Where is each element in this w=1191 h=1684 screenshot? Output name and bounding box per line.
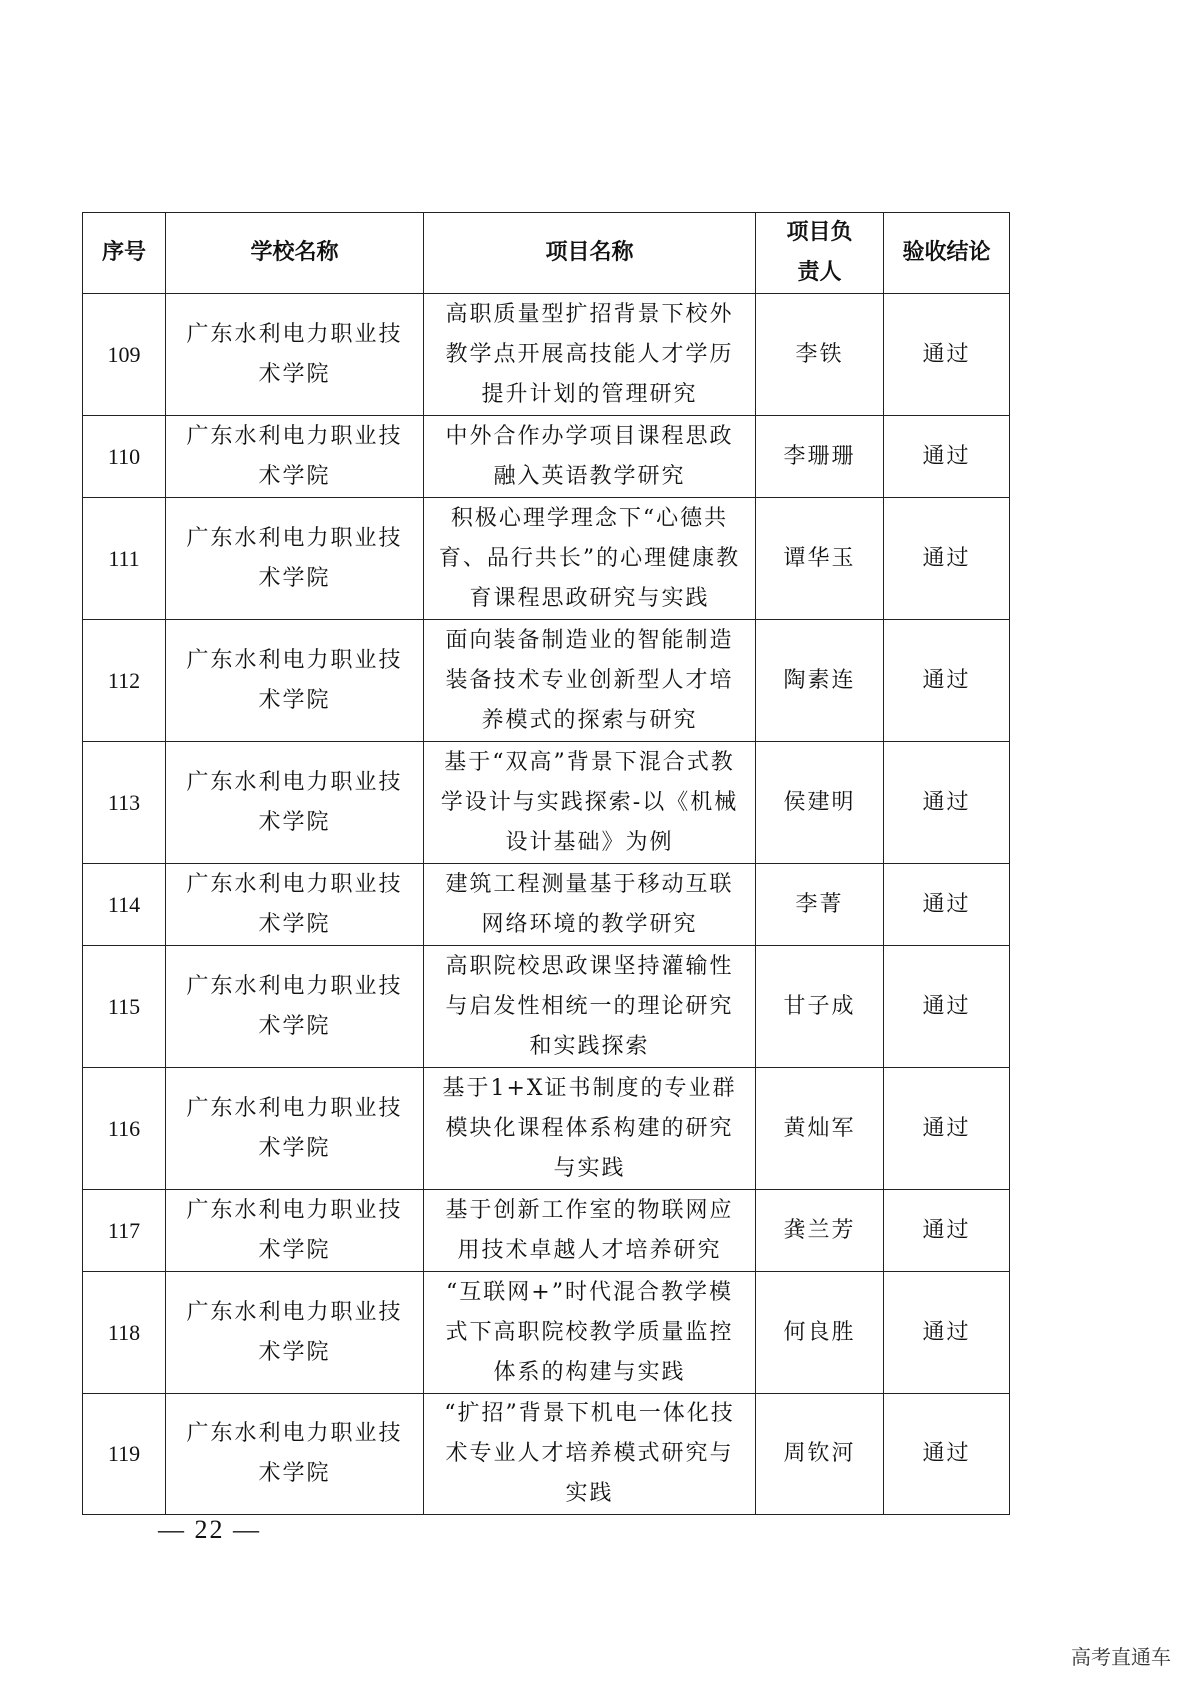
- cell-school: [166, 1394, 424, 1515]
- cell-result: [884, 946, 1010, 1068]
- cell-project-text: 基于“双高”背景下混合式教学设计与实践探索-以《机械设计基础》为例: [440, 749, 739, 855]
- cell-project-text: “扩招”背景下机电一体化技术专业人才培养模式研究与实践: [444, 1401, 735, 1506]
- cell-leader-text: 李珊珊: [783, 443, 856, 469]
- cell-school-text: 广东水利电力职业技术学院: [186, 973, 403, 1039]
- cell-result: [884, 1394, 1010, 1515]
- cell-result: [884, 498, 1010, 620]
- cell-result-text: 通过: [922, 1441, 971, 1466]
- table-row: [83, 946, 1010, 1068]
- cell-result-text: 通过: [922, 545, 971, 571]
- cell-leader: [756, 1272, 884, 1394]
- cell-school-text: 广东水利电力职业技术学院: [186, 647, 403, 713]
- cell-project-text: 基于1+X证书制度的专业群模块化课程体系构建的研究与实践: [442, 1075, 737, 1181]
- cell-no: [83, 864, 166, 946]
- cell-result-text: 通过: [922, 443, 971, 469]
- cell-school: [166, 620, 424, 742]
- cell-result: [884, 864, 1010, 946]
- cell-project: [424, 864, 756, 946]
- cell-no-text: 109: [107, 341, 141, 367]
- cell-result: [884, 416, 1010, 498]
- cell-leader: [756, 1190, 884, 1272]
- cell-school: [166, 1272, 424, 1394]
- cell-leader-text: 甘子成: [783, 993, 856, 1019]
- cell-school-text: 广东水利电力职业技术学院: [186, 769, 403, 835]
- header-no: 序号: [83, 213, 166, 294]
- results-table-container: [82, 212, 1009, 1515]
- cell-project-text: 高职质量型扩招背景下校外教学点开展高技能人才学历提升计划的管理研究: [445, 301, 734, 407]
- cell-no: [83, 1394, 166, 1515]
- cell-project: [424, 1068, 756, 1190]
- cell-no: [83, 294, 166, 416]
- cell-no: [83, 946, 166, 1068]
- cell-project-text: 高职院校思政课坚持灌输性与启发性相统一的理论研究和实践探索: [445, 953, 734, 1059]
- cell-leader: [756, 294, 884, 416]
- cell-result: [884, 742, 1010, 864]
- cell-leader: [756, 498, 884, 620]
- watermark-text: 高考直通车: [1071, 1645, 1171, 1669]
- cell-no-text: 119: [107, 1441, 141, 1466]
- cell-school: [166, 864, 424, 946]
- cell-leader-text: 李铁: [795, 341, 844, 367]
- table-row: [83, 416, 1010, 498]
- cell-result-text: 通过: [922, 789, 971, 815]
- cell-no-text: 111: [108, 545, 140, 571]
- table-row: [83, 1394, 1010, 1515]
- cell-leader-text: 黄灿军: [783, 1115, 856, 1141]
- cell-project-text: “互联网+”时代混合教学模式下高职院校教学质量监控体系的构建与实践: [445, 1279, 734, 1385]
- cell-no-text: 112: [107, 667, 141, 693]
- cell-school-text: 广东水利电力职业技术学院: [186, 321, 403, 387]
- cell-leader: [756, 1394, 884, 1515]
- cell-school: [166, 742, 424, 864]
- cell-school-text: 广东水利电力职业技术学院: [186, 423, 403, 489]
- cell-leader: [756, 1068, 884, 1190]
- cell-project: [424, 294, 756, 416]
- cell-result-text: 通过: [922, 1319, 971, 1345]
- cell-no-text: 110: [107, 443, 141, 469]
- cell-no: [83, 620, 166, 742]
- cell-no: [83, 1272, 166, 1394]
- cell-project: [424, 742, 756, 864]
- cell-project-text: 中外合作办学项目课程思政融入英语教学研究: [445, 423, 734, 489]
- table-row: [83, 498, 1010, 620]
- cell-leader: [756, 620, 884, 742]
- cell-school-text: 广东水利电力职业技术学院: [186, 1095, 403, 1161]
- page-number: — 22 —: [158, 1515, 261, 1544]
- cell-school: [166, 498, 424, 620]
- cell-result: [884, 1272, 1010, 1394]
- table-header-row: [83, 213, 1010, 294]
- cell-leader-text: 龚兰芳: [783, 1217, 856, 1243]
- cell-no: [83, 1190, 166, 1272]
- header-leader: 项目负责人: [756, 213, 884, 294]
- cell-project: [424, 1190, 756, 1272]
- table-body: [83, 294, 1010, 1515]
- table-row: [83, 1068, 1010, 1190]
- cell-project-text: 建筑工程测量基于移动互联网络环境的教学研究: [445, 871, 734, 937]
- results-table: [82, 212, 1010, 1515]
- cell-project: [424, 620, 756, 742]
- header-project: 项目名称: [424, 213, 756, 294]
- header-result: 验收结论: [884, 213, 1010, 294]
- cell-leader-text: 谭华玉: [783, 545, 856, 571]
- cell-school: [166, 1190, 424, 1272]
- cell-school: [166, 294, 424, 416]
- cell-result-text: 通过: [922, 341, 971, 367]
- cell-project: [424, 946, 756, 1068]
- cell-project-text: 基于创新工作室的物联网应用技术卓越人才培养研究: [445, 1197, 734, 1263]
- cell-leader-text: 侯建明: [783, 789, 856, 815]
- cell-leader-text: 周钦河: [783, 1441, 856, 1466]
- cell-school-text: 广东水利电力职业技术学院: [186, 1299, 403, 1365]
- cell-school: [166, 1068, 424, 1190]
- cell-no-text: 114: [107, 891, 141, 917]
- cell-leader: [756, 946, 884, 1068]
- cell-result-text: 通过: [922, 1217, 971, 1243]
- cell-result: [884, 1190, 1010, 1272]
- cell-result-text: 通过: [922, 1115, 971, 1141]
- table-row: [83, 1272, 1010, 1394]
- cell-no-text: 115: [107, 993, 141, 1019]
- cell-result: [884, 1068, 1010, 1190]
- cell-project: [424, 1272, 756, 1394]
- cell-project: [424, 1394, 756, 1515]
- cell-project-text: 积极心理学理念下“心德共育、品行共长”的心理健康教育课程思政研究与实践: [438, 505, 741, 611]
- cell-project: [424, 416, 756, 498]
- table-row: [83, 620, 1010, 742]
- cell-leader-text: 陶素连: [783, 667, 856, 693]
- cell-no: [83, 1068, 166, 1190]
- cell-leader-text: 何良胜: [783, 1319, 856, 1345]
- cell-no: [83, 498, 166, 620]
- table-row: [83, 742, 1010, 864]
- cell-school-text: 广东水利电力职业技术学院: [186, 1197, 403, 1263]
- cell-no-text: 116: [107, 1115, 141, 1141]
- cell-result: [884, 620, 1010, 742]
- cell-no-text: 117: [107, 1217, 141, 1243]
- cell-result: [884, 294, 1010, 416]
- cell-leader: [756, 864, 884, 946]
- cell-result-text: 通过: [922, 993, 971, 1019]
- cell-leader: [756, 416, 884, 498]
- cell-school-text: 广东水利电力职业技术学院: [186, 525, 403, 591]
- cell-project-text: 面向装备制造业的智能制造装备技术专业创新型人才培养模式的探索与研究: [445, 627, 734, 733]
- cell-leader: [756, 742, 884, 864]
- cell-school: [166, 946, 424, 1068]
- table-row: [83, 294, 1010, 416]
- cell-no: [83, 416, 166, 498]
- cell-school-text: 广东水利电力职业技术学院: [186, 871, 403, 937]
- table-row: [83, 864, 1010, 946]
- table-row: [83, 1190, 1010, 1272]
- cell-no-text: 118: [107, 1319, 141, 1345]
- cell-leader-text: 李菁: [795, 891, 844, 917]
- cell-school: [166, 416, 424, 498]
- cell-result-text: 通过: [922, 891, 971, 917]
- header-school: 学校名称: [166, 213, 424, 294]
- cell-school-text: 广东水利电力职业技术学院: [186, 1421, 403, 1486]
- cell-no-text: 113: [107, 789, 141, 815]
- cell-project: [424, 498, 756, 620]
- cell-result-text: 通过: [922, 667, 971, 693]
- cell-no: [83, 742, 166, 864]
